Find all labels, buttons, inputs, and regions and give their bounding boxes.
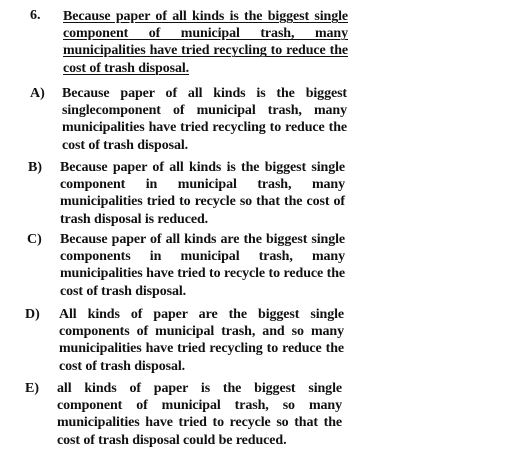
option-b-text: Because paper of all kinds is the biggest single component in municipal trash, many municipalities tried to recycle so that the cost of trash disposal is reduced. <box>60 160 345 227</box>
question-text: Because paper of all kinds is the biggest single component of municipal trash, many municipalities have tried recycling to reduce the cost of trash disposal. <box>63 9 348 76</box>
option-e-text: all kinds of paper is the biggest single component of municipal trash, so many municipalities have tried to recycle so that the cost of trash disposal could be reduced. <box>57 381 342 448</box>
option-c-marker: C) <box>27 232 42 247</box>
option-a-text: Because paper of all kinds is the biggest singlecomponent of municipal trash, many municipalities have tried recycling to reduce the cost of trash disposal. <box>62 86 347 153</box>
option-c-text: Because paper of all kinds are the biggest single components in municipal trash, many municipalities have tried to recycle to reduce the cost of trash disposal. <box>60 232 345 299</box>
option-e-marker: E) <box>25 381 39 396</box>
option-b-marker: B) <box>28 160 42 175</box>
option-d-text: All kinds of paper are the biggest single components of municipal trash, and so many municipalities have tried recycling to reduce the cost of trash disposal. <box>59 307 344 374</box>
question-number: 6. <box>30 8 41 23</box>
option-d-marker: D) <box>25 307 40 322</box>
option-a-marker: A) <box>30 86 45 101</box>
